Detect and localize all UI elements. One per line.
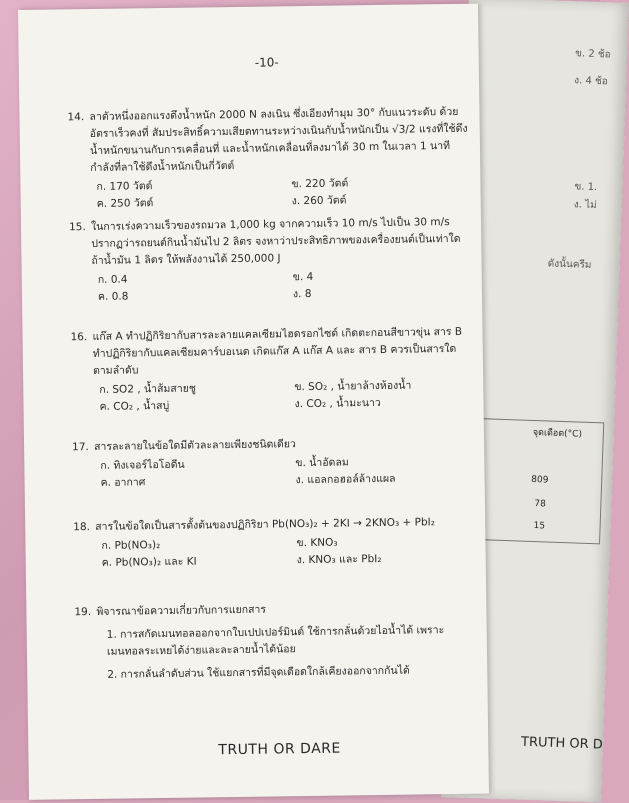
option: ง. KNO₃ และ PbI₂: [296, 552, 382, 567]
option: ค. 0.8: [97, 290, 129, 303]
option: ค. Pb(NO₃)₂ และ KI: [101, 555, 197, 569]
question-16: [70, 324, 473, 416]
option: ค. 250 วัตต์: [96, 197, 154, 210]
question-number: 14.: [67, 111, 85, 124]
option: ก. ทิงเจอร์ไอโอดีน: [100, 458, 185, 472]
option: ง. 8: [292, 287, 312, 301]
option: ง. CO₂ , น้ำมะนาว: [294, 396, 381, 411]
option: ง. แอลกอฮอล์ล้างแผล: [295, 472, 396, 487]
table-cell: 78: [534, 499, 546, 510]
option: ข. SO₂ , น้ำยาล้างห้องน้ำ: [294, 379, 412, 394]
question-stem: แก๊ส A ทำปฏิกิริยากับสารละลายแคลเซียมไฮดรอกไซด์ เกิดตะกอนสีขาวขุ่น สาร B ทำปฏิกิริยากับแคลเซียมคาร์บอเนต เกิดแก๊ส A แก๊ส A และ สาร B ควรเป็นสารใด ตามลำดับ: [92, 325, 463, 377]
question-stem: สารในข้อใดเป็นสารตั้งต้นของปฏิกิริยา Pb(NO₃)₂ + 2KI → 2KNO₃ + PbI₂: [95, 516, 435, 533]
statement-item: 1. การสกัดเมนทอลออกจากใบเปปเปอร์มินต์ ใช้การกลั่นด้วยไอน้ำได้ เพราะเมนทอลระเหยได้ง่ายและละลายน้ำได้น้อย: [106, 624, 445, 658]
option: ค. CO₂ , น้ำสบู่: [99, 399, 170, 413]
question-number: 15.: [68, 221, 86, 234]
option: ก. 0.4: [97, 273, 128, 286]
question-17: [72, 434, 475, 492]
question-18: [73, 514, 476, 572]
question-number: 16.: [70, 331, 88, 344]
table-header: จุดเดือด(°C): [532, 427, 583, 440]
next-page-footer: TRUTH OR D: [520, 734, 604, 753]
question-stem: ลาตัวหนึ่งออกแรงดึงน้ำหนัก 2000 N ลงเนิน ซึ่งเอียงทำมุม 30° กับแนวระดับ ด้วยอัตราเร็วคงที่ สัมประสิทธิ์ความเสียดทานระหว่างเนินกับน้ำหนักเป็น √3/2 แรงที่ใช้ดึงน้ำหนักขนานกับการเคลื่อนที่ และน้ำหนักเคลื่อนที่ลงมาได้ 30 m ในเวลา 1 นาที กำลังที่ลาใช้ดึงน้ำหนักเป็นกี่วัตต์: [89, 105, 468, 175]
exam-page: [18, 4, 489, 800]
question-stem: พิจารณาข้อความเกี่ยวกับการแยกสาร: [96, 603, 267, 618]
question-14: [67, 104, 470, 213]
statement-list: [97, 622, 478, 684]
question-stem: สารละลายในข้อใดมีตัวละลายเพียงชนิดเดียว: [94, 438, 296, 453]
next-page-fragment: ง. 4 ช้อ: [573, 75, 608, 88]
option: ข. น้ำอัดลม: [295, 456, 349, 470]
option: ข. KNO₃: [296, 536, 338, 550]
option: ข. 4: [292, 270, 314, 284]
option: ก. SO2 , น้ำส้มสายชู: [99, 382, 197, 396]
statement-item: 2. การกลั่นลำดับส่วน ใช้แยกสารที่มีจุดเดือดใกล้เคียงออกจากกันได้: [107, 664, 410, 681]
next-page-table: [478, 418, 604, 544]
question-number: 18.: [73, 521, 91, 534]
page-number: -10-: [254, 55, 279, 70]
next-page-fragment: ดังนั้นครีม: [547, 258, 592, 271]
option: ก. Pb(NO₃)₂: [101, 539, 161, 552]
table-cell: 15: [533, 521, 546, 532]
next-page-fragment: ง. ไม่: [573, 199, 597, 212]
question-19: [74, 599, 477, 684]
option: ข. 220 วัตต์: [291, 177, 349, 191]
next-page-fragment: ข. 1.: [574, 181, 598, 194]
option: ก. 170 วัตต์: [96, 180, 153, 193]
option: ง. 260 วัตต์: [291, 194, 347, 208]
question-number: 19.: [74, 606, 92, 619]
table-cell: 809: [531, 474, 549, 486]
option: ค. อากาศ: [100, 476, 146, 489]
question-15: [68, 214, 472, 306]
next-page-fragment: ข. 2 ช้อ: [574, 48, 611, 61]
question-number: 17.: [72, 441, 89, 454]
question-stem: ในการเร่งความเร็วของรถมวล 1,000 kg จากความเร็ว 10 m/s ไปเป็น 30 m/s ปรากฏว่ารถยนต์กินน้ำมันไป 2 ลิตร จงหาว่าประสิทธิภาพของเครื่องยนต์เป็นเท่าใด ถ้าน้ำมัน 1 ลิตร ให้พลังงานได้ 250,000 J: [90, 215, 461, 267]
page-footer: TRUTH OR DARE: [218, 740, 341, 759]
